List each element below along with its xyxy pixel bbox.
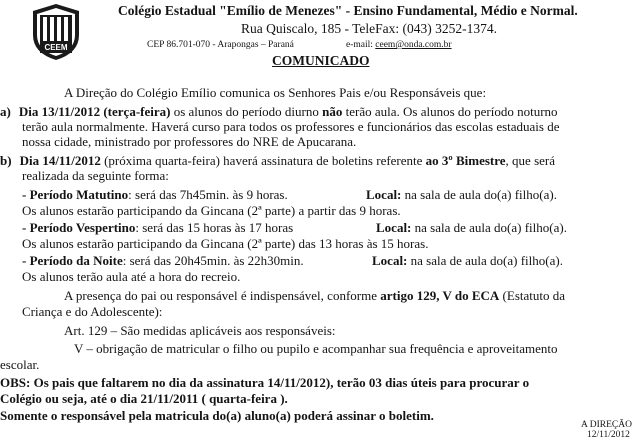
item-b-text-1: (próxima quarta-feira) haverá assinatura de boletins referente xyxy=(100,153,426,168)
presence-line-2: Criança e do Adolescente): xyxy=(22,304,163,319)
local-text: na sala de aula do(a) filho(a). xyxy=(401,187,557,202)
period-noite-note: Os alunos terão aula até a hora do recreio. xyxy=(22,269,241,284)
period-matutino-time: : será das 7h45min. às 9 horas. xyxy=(128,187,288,202)
local-label: Local: xyxy=(376,220,412,235)
signature-date: 12/11/2012 xyxy=(587,430,630,440)
eca-article: artigo 129, V do ECA xyxy=(380,288,500,303)
period-noite-label: - Período da Noite xyxy=(22,253,123,268)
item-a-text-1: os alunos do período diurno xyxy=(170,104,323,119)
email-link[interactable]: ceem@onda.com.br xyxy=(375,40,452,50)
item-a-nao: não xyxy=(322,104,343,119)
period-noite xyxy=(22,253,304,268)
period-noite-time: : será das 20h45min. às 22h30min. xyxy=(122,253,304,268)
document-heading: COMUNICADO xyxy=(272,53,370,68)
period-matutino-note: Os alunos estarão participando da Gincana (2ª parte) a partir das 9 horas. xyxy=(22,203,401,218)
local-label: Local: xyxy=(372,253,408,268)
item-a-date: Dia 13/11/2012 (terça-feira) xyxy=(18,104,171,119)
presence-line-1 xyxy=(64,288,565,303)
obs-line-1: OBS: Os pais que faltarem no dia da assinatura 14/11/2012), terão 03 dias úteis para procurar o xyxy=(0,375,530,390)
item-v-line-1: V – obrigação de matricular o filho ou pupilo e acompanhar sua frequência e aproveitamento xyxy=(74,341,558,356)
local-text: na sala de aula do(a) filho(a). xyxy=(407,253,563,268)
period-noite-local xyxy=(372,253,563,268)
period-vespertino-label: - Período Vespertino xyxy=(22,220,136,235)
obs-line-3: Somente o responsável pela matricula do(a) aluno(a) poderá assinar o boletim. xyxy=(0,408,434,423)
signature-direcao: A DIREÇÃO xyxy=(581,420,632,430)
item-a-line-3: nossa cidade, ministrado por professores do NRE de Apucarana. xyxy=(22,134,357,149)
item-a-text-2: terão aula. Os alunos do período noturno xyxy=(342,104,558,119)
item-b-text-2: , que será xyxy=(505,153,555,168)
period-vespertino-time: : será das 15 horas às 17 horas xyxy=(135,220,294,235)
period-vespertino-note: Os alunos estarão participando da Gincana (2ª parte) das 13 horas às 15 horas. xyxy=(22,236,429,251)
school-cep-line xyxy=(147,40,640,50)
item-b-date: Dia 14/11/2012 xyxy=(19,153,101,168)
cep-text: CEP 86.701-070 - Arapongas – Paraná xyxy=(147,40,294,50)
article-129-line: Art. 129 – São medidas aplicáveis aos responsáveis: xyxy=(64,323,336,338)
item-a-line-2: terão aula normalmente. Haverá curso para todos os professores e funcionários das escolas estaduais de xyxy=(22,119,560,134)
item-b-bimestre: ao 3º Bimestre xyxy=(425,153,506,168)
school-title: Colégio Estadual "Emílio de Menezes" - Ensino Fundamental, Médio e Normal. xyxy=(118,3,578,18)
school-address: Rua Quiscalo, 185 - TeleFax: (043) 3252-1374. xyxy=(241,21,498,36)
period-vespertino-local xyxy=(376,220,567,235)
obs-line-2: Colégio ou seja, até o dia 21/11/2011 ( quarta-feira ). xyxy=(0,391,288,406)
presence-text-1: A presença do pai ou responsável é indispensável, conforme xyxy=(64,288,381,303)
item-a-line-1 xyxy=(0,104,558,119)
item-b-marker: b) xyxy=(0,153,12,168)
period-matutino-local xyxy=(366,187,557,202)
item-b-line-1 xyxy=(0,153,555,168)
email-line xyxy=(346,40,452,50)
local-text: na sala de aula do(a) filho(a). xyxy=(411,220,567,235)
item-v-line-2: escolar. xyxy=(0,357,40,372)
intro-paragraph: A Direção do Colégio Emílio comunica os Senhores Pais e/ou Responsáveis que: xyxy=(64,85,487,100)
period-vespertino xyxy=(22,220,293,235)
local-label: Local: xyxy=(366,187,402,202)
school-seal-logo xyxy=(31,3,81,61)
email-label: e-mail: xyxy=(346,40,373,50)
presence-text-2: (Estatuto da xyxy=(499,288,566,303)
period-matutino xyxy=(22,187,288,202)
item-a-marker: a) xyxy=(0,104,11,119)
svg-text:CEEM: CEEM xyxy=(44,43,68,52)
period-matutino-label: - Período Matutino xyxy=(22,187,129,202)
item-b-line-2: realizada da seguinte forma: xyxy=(22,168,169,183)
